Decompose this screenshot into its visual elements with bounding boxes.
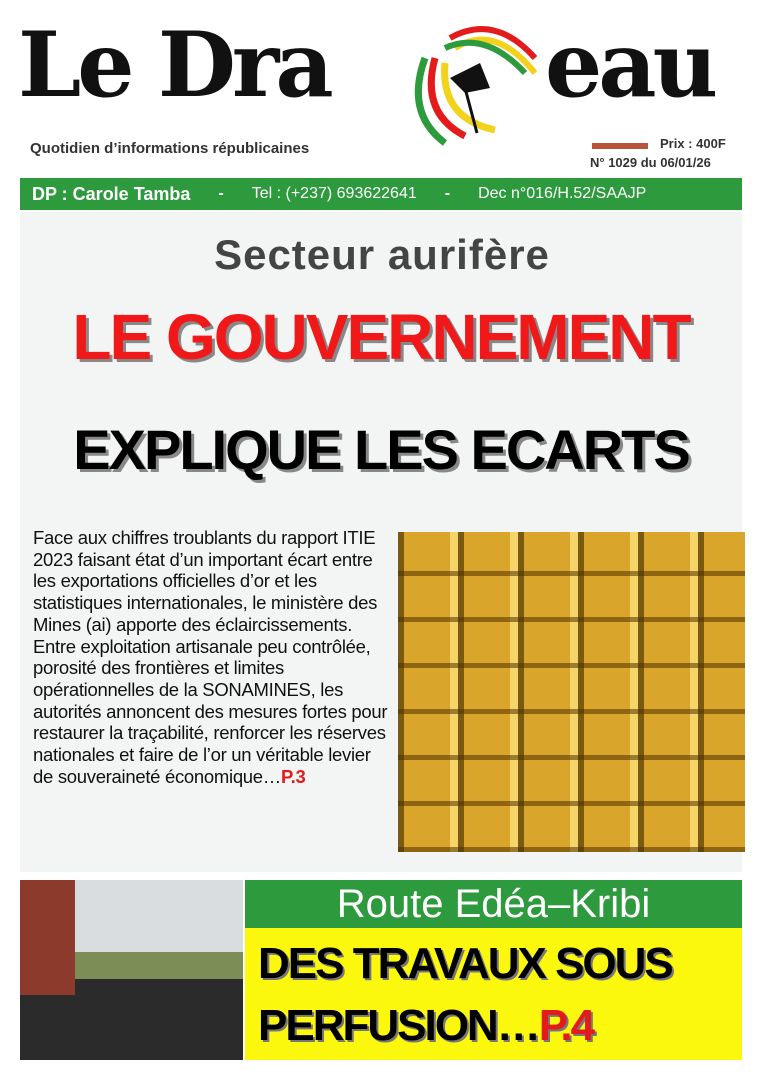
secondary-headline-line-2 (258, 996, 738, 1056)
decree: Dec n°016/H.52/SAAJP (478, 185, 647, 202)
secondary-headline-text: PERFUSION… (258, 1001, 539, 1050)
secondary-kicker: Route Edéa–Kribi (245, 880, 742, 928)
headline-line-2: EXPLIQUE LES ECARTS (73, 418, 689, 481)
separator: - (218, 185, 224, 202)
price: Prix : 400F (660, 136, 726, 151)
price-bar (592, 143, 648, 149)
issue-number: N° 1029 du 06/01/26 (590, 155, 711, 170)
telephone: Tel : (+237) 693622641 (251, 185, 417, 202)
separator: - (444, 185, 451, 202)
body-text: Face aux chiffres troublants du rapport ITIE 2023 faisant état d’un important écart entre les exportations officielles d’or et les statistiques internationales, le ministère des Mines (ai) apporte des éclaircissements. Entre exploitation artisanale peu contrôlée, porosité des frontières et limites opérationnelles de la SONAMINES, les autorités annoncent des mesures fortes pour restaurer la traçabilité, renforcer les réserves nationales et faire de l’or un véritable levier de souveraineté économique… (33, 527, 388, 787)
main-kicker: Secteur aurifère (214, 231, 550, 278)
headline-line-1: LE GOUVERNEMENT (72, 301, 690, 373)
truck-container (20, 880, 75, 995)
tagline: Quotidien d’informations républicaines (30, 140, 310, 157)
page-ref[interactable]: P.3 (280, 765, 306, 787)
secondary-headline-line-1: DES TRAVAUX SOUS (258, 939, 672, 988)
logo-eau: eau (545, 12, 715, 118)
main-story-body (33, 527, 389, 787)
logo-le-dra: Le Dra (18, 12, 330, 118)
gold-bars-photo (398, 532, 745, 852)
flag-emblem-icon (395, 18, 545, 148)
info-band (20, 178, 742, 210)
secondary-page-ref[interactable]: P.4 (538, 1001, 594, 1050)
director: DP : Carole Tamba (32, 183, 191, 204)
